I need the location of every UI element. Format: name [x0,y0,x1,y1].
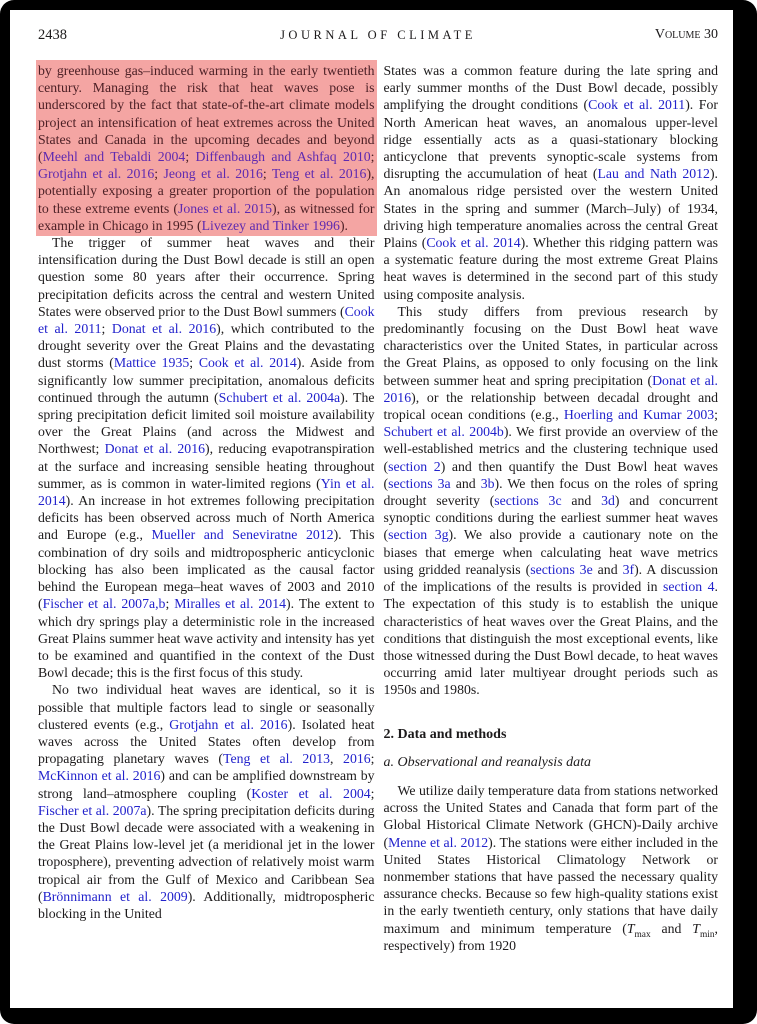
text-run: ), which contributed to the drought severity over the Great Plains and the devastating dust storms ( [38,321,375,371]
text-run: ). We then focus on the roles of spring drought severity ( [383,475,718,509]
text-run: ), potentially exposing a greater proportion of the population to these extreme events ( [38,166,375,216]
math-variable: $T_{max}$ [626,920,651,940]
text-run: ; [154,166,164,182]
citation-link[interactable]: Diffenbaugh and Ashfaq 2010 [195,149,371,165]
citation-link[interactable]: section 4 [663,579,715,595]
citation-link[interactable]: Mattice 1935 [113,355,190,371]
citation-link[interactable]: 2016 [343,751,371,767]
text-run: ). This combination of dry soils and midtropospheric anticyclonic blocking has also been implicated as the causal factor behind the European mega–heat waves of 2003 and 2010 ( [38,527,375,612]
citation-link[interactable]: Cook et al. 2014 [198,355,297,371]
citation-link[interactable]: Teng et al. 2013 [223,751,331,767]
text-run: , respectively) from 1920 [383,920,718,953]
text-run: and [450,475,481,491]
text-run: ) and then quantify the Dust Bowl heat waves ( [383,458,718,491]
citation-link[interactable]: Cook et al. 2014 [426,235,521,251]
text-run: ). Aside from significantly low summer precipitation, anomalous deficits continued through the autumn ( [38,355,375,405]
citation-link[interactable]: sections 3c [494,493,562,509]
text-run: ). Additionally, midtropospheric blocking in the United [38,888,375,921]
citation-link[interactable]: Koster et al. 2004 [251,785,371,801]
text-run: and [650,920,693,936]
citation-link[interactable]: Grotjahn et al. 2016 [169,716,288,732]
citation-link[interactable]: Jones et al. 2015 [177,200,273,216]
citation-link[interactable]: McKinnon et al. 2016 [38,768,161,784]
text-run: ) and concurrent synoptic conditions during the earliest summer heat waves ( [383,493,719,543]
column-right [384,62,719,954]
citation-link[interactable]: Livezey and Tinker 1996 [201,217,340,233]
citation-link[interactable]: Brönnimann et al. 2009 [42,888,188,904]
text-run: , [330,751,344,767]
citation-link[interactable]: Donat et al. 2016 [111,321,217,337]
text-run: We utilize daily temperature data from stations networked across the United States and Canada that form part of the Global Historical Climate Network (GHCN)-Daily archive ( [383,782,718,850]
citation-link[interactable]: Fischer et al. 2007a,b [42,596,166,612]
text-run: States was a common feature during the late spring and early summer months of the Dust Bowl decade, possibly amplifying the drought conditions ( [383,63,718,113]
text-run: ) and can be amplified downstream by strong land–atmosphere coupling ( [38,768,375,801]
citation-link[interactable]: Meehl and Tebaldi 2004 [42,149,186,165]
citation-link[interactable]: Schubert et al. 2004a [218,389,341,405]
citation-link[interactable]: 3b [480,475,495,491]
text-run: ; [370,785,375,801]
text-run: ; [714,407,718,423]
citation-link[interactable]: Fischer et al. 2007a [38,802,147,818]
citation-link[interactable]: Donat et al. 2016 [383,372,718,405]
citation-link[interactable]: Cook et al. 2011 [588,97,686,113]
citation-link[interactable]: sections 3e [530,561,593,577]
text-run: ; [165,596,175,612]
text-run: ), as witnessed for example in Chicago in 1995 ( [38,200,375,233]
citation-link[interactable]: section 3g [388,527,449,543]
text-run: ). Whether this ridging pattern was a systematic feature during the most extreme Great Plains heat waves is determined in the second part of this study using composite analysis. [383,235,718,302]
paragraph [38,234,375,681]
citation-link[interactable]: Cook et al. 2011 [38,303,375,337]
paragraph [384,782,719,954]
text-run: ). An increase in hot extremes following precipitation deficits has been observed across much of North America and Europe (e.g., [38,493,375,543]
text-run: and [561,493,602,509]
text-run: by greenhouse gas–induced warming in the early twentieth century. Managing the risk that heat waves pose is underscored by the fact that state-of-the-art climate models project an intensification of heat extremes across the United States and Canada in the upcoming decades and beyond ( [38,63,375,165]
text-run: The trigger of summer heat waves and their intensification during the Dust Bowl decade is still an open question some 80 years after their occurrence. Spring precipitation deficits across the central and western United States were observed prior to the Dust Bowl summers ( [38,235,375,319]
paper-page [10,10,733,1008]
text-run: and [592,561,623,577]
page-header [38,27,718,45]
citation-link[interactable]: Grotjahn et al. 2016 [38,166,155,182]
citation-link[interactable]: sections 3a [388,475,451,491]
citation-link[interactable]: Mueller and Seneviratne 2012 [151,527,334,543]
text-run: ; [370,751,375,767]
two-column-body [38,62,718,954]
paragraph [38,681,375,922]
citation-link[interactable]: Donat et al. 2016 [104,441,206,457]
paragraph [384,62,719,303]
citation-link[interactable]: Teng et al. 2016 [271,166,367,182]
highlighted-paragraph [38,62,375,234]
text-run: ). The extent to which dry springs play a deterministic role in the increased Great Plains summer heat wave activity and intensity has yet to be examined and quantified in the context of the Dust Bowl decade; this is the first focus of this study. [38,596,375,681]
text-run: ). An anomalous ridge persisted over the western United States in the spring and summer (March–July) of 1934, driving high temperature anomalies across the central Great Plains ( [383,166,718,251]
citation-link[interactable]: 3d [601,493,615,509]
text-run: ; [189,355,199,371]
text-run: ), or the relationship between decadal drought and tropical ocean conditions (e.g., [383,389,718,423]
citation-link[interactable]: Yin et al. 2014 [38,475,375,509]
text-run: ; [370,149,375,165]
citation-link[interactable]: Schubert et al. 2004b [383,424,504,440]
paragraph [384,303,719,699]
text-run: ). The spring precipitation deficit limited soil moisture availability over the Great Plains (and across the Midwest and Northwest; [38,389,375,457]
column-left [38,62,375,954]
text-run: ). Isolated heat waves across the United States often develop from propagating planetary waves ( [38,716,375,767]
text-run: ). A discussion of the implications of the results is provided in [383,561,719,595]
volume-label: Volume 30 [654,27,718,42]
text-run: ). We also provide a cautionary note on the biases that emerge when calculating heat wave metrics using gridded reanalysis ( [383,527,718,577]
text-run: ). [339,217,348,233]
text-run: ; [101,321,112,337]
citation-link[interactable]: Hoerling and Kumar 2003 [563,407,715,423]
journal-title: JOURNAL OF CLIMATE [280,28,476,42]
citation-link[interactable]: 3f [622,561,635,577]
citation-link[interactable]: Menne et al. 2012 [388,834,489,850]
math-variable: $T_{min}$ [692,920,715,940]
page-number: 2438 [38,27,67,43]
subsection-heading: a. Observational and reanalysis data [383,754,592,770]
text-run: ; [185,149,196,165]
text-run: ). For North American heat waves, an anomalous upper-level ridge essentially acts as a quasi-stationary blocking anticyclone that prevents synoptic-scale systems from disrupting the accumulation of heat ( [383,97,718,182]
citation-link[interactable]: Lau and Nath 2012 [597,166,710,182]
text-run: ; [262,166,272,182]
text-run: No two individual heat waves are identical, so it is possible that multiple factors lead to single or seasonally clustered events (e.g., [38,682,375,732]
text-run: ). We first provide an overview of the well-established metrics and the clustering technique used ( [383,424,718,474]
text-run: ). The spring precipitation deficits during the Dust Bowl decade were associated with a weakening in the Great Plains low-level jet (a meridional jet in the lower troposphere), preventing advection of relatively moist warm tropical air from the Gulf of Mexico and Caribbean Sea ( [38,802,375,904]
text-run: ), reducing evapotranspiration at the surface and increasing sensible heating throughout summer, as is common in water-limited regions ( [38,441,375,491]
text-run: This study differs from previous research by predominantly focusing on the Dust Bowl heat wave characteristics over the United States, in particular across the Great Plains, as opposed to only focusing on the link between summer heat and spring precipitation ( [383,303,718,388]
citation-link[interactable]: Jeong et al. 2016 [163,166,263,182]
section-heading: 2. Data and methods [383,726,507,742]
text-run: . The expectation of this study is to establish the unique characteristics of heat waves over the Great Plains, and the conditions that distinguish the most exceptional events, like those witnessed during the Dust Bowl decade, to heat waves occurring amid later multiyear drought periods such as 1950s and 1980s. [383,579,718,698]
text-run: ). The stations were either included in the United States Historical Climatology Network or nonmember stations that have passed the necessary quality assurance checks. Because so few high-quality stations exist in the early twentieth century, only stations that have daily maximum and minimum temperature ( [383,834,718,936]
citation-link[interactable]: Miralles et al. 2014 [174,596,286,612]
citation-link[interactable]: section 2 [388,458,441,474]
